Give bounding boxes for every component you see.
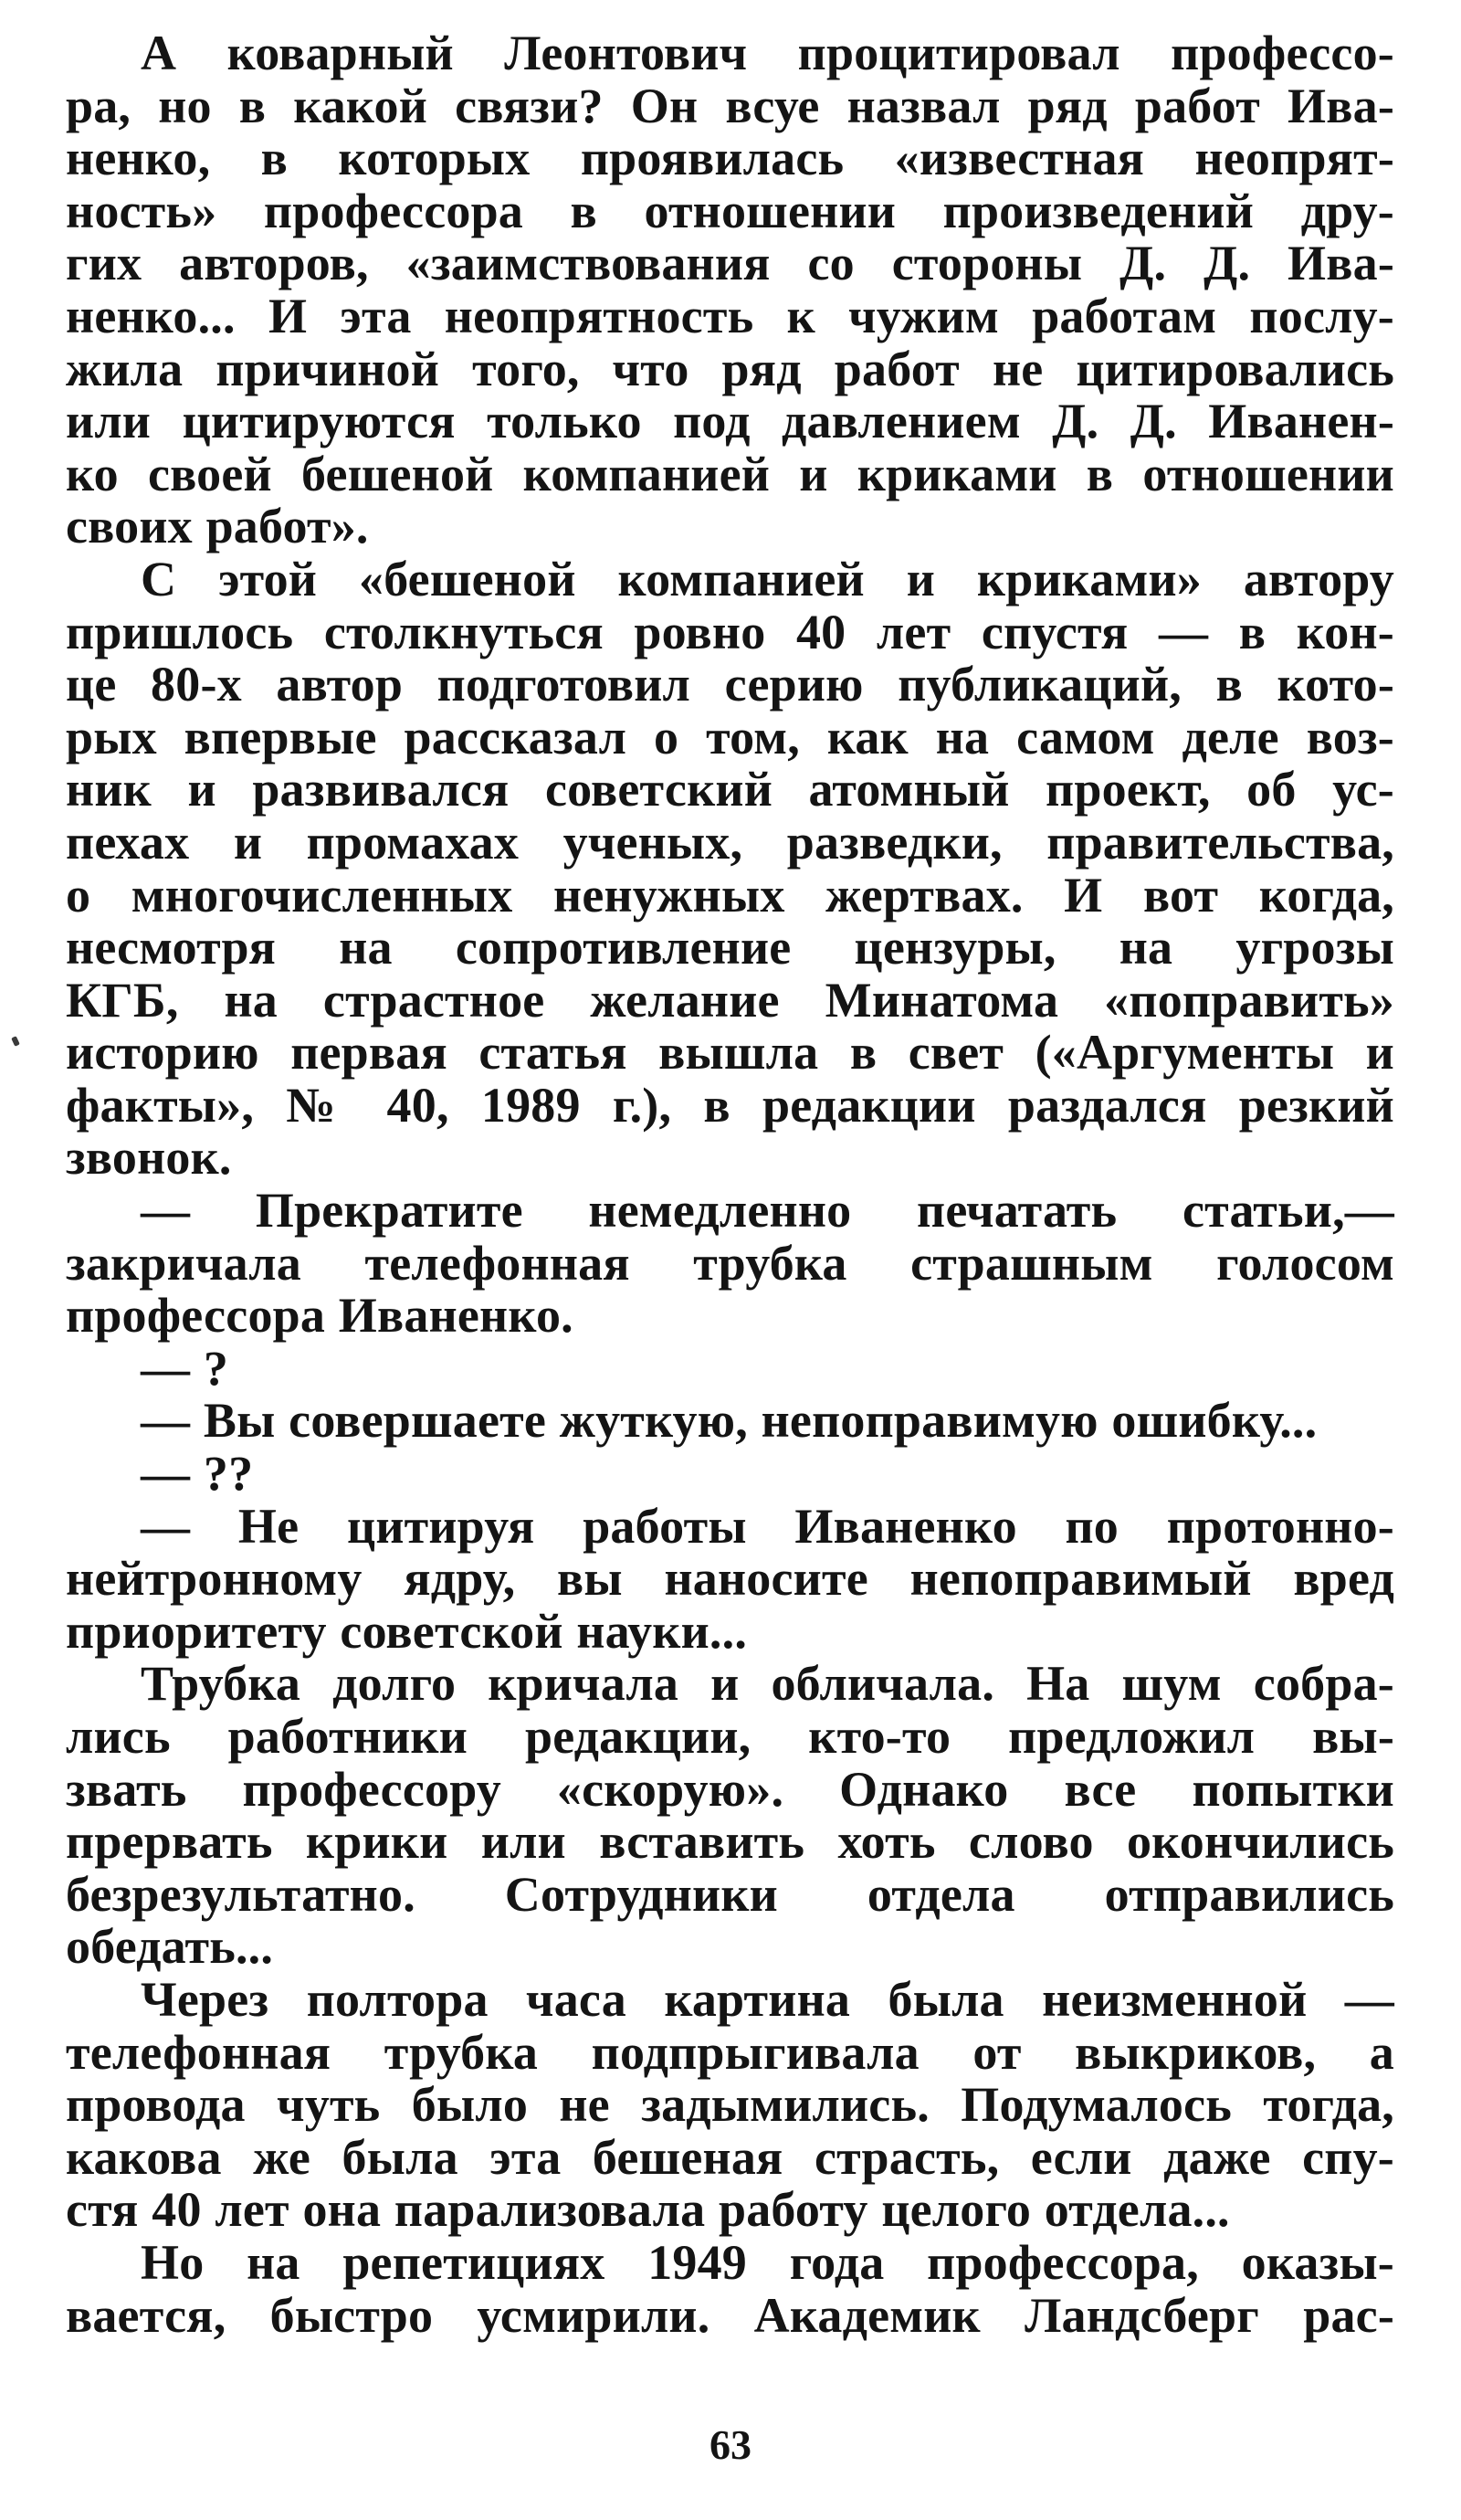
text-line: какова же была эта бешеная страсть, если даже спу-: [66, 2129, 1394, 2185]
text-line: телефонная трубка подпрыгивала от выкриков, а: [66, 2024, 1394, 2080]
margin-mark: [11, 1036, 20, 1047]
text-line: историю первая статья вышла в свет («Аргументы и: [66, 1025, 1394, 1081]
text-line: провода чуть было не задымились. Подумалось тогда,: [66, 2077, 1394, 2133]
text-line: рых впервые рассказал о том, как на самом деле воз-: [66, 709, 1394, 764]
text-line: ра, но в какой связи? Он всуе назвал ряд работ Ива-: [66, 78, 1394, 133]
text-line: своих работ».: [66, 499, 369, 554]
text-line: профессора Иваненко.: [66, 1288, 573, 1344]
text-line: С этой «бешеной компанией и криками» автору: [141, 551, 1394, 606]
text-line: — ?: [141, 1340, 229, 1396]
text-line: ненко... И эта неопрятность к чужим работам послу-: [66, 288, 1394, 343]
text-line: звать профессору «скорую». Однако все попытки: [66, 1761, 1394, 1817]
text-line: ко своей бешеной компанией и криками в отношении: [66, 446, 1394, 501]
text-line: пришлось столкнуться ровно 40 лет спустя — в кон-: [66, 604, 1394, 659]
text-line: гих авторов, «заимствования со стороны Д. Д. Ива-: [66, 236, 1394, 291]
text-line: факты», № 40, 1989 г.), в редакции раздался резкий: [66, 1077, 1394, 1133]
text-line: пехах и промахах ученых, разведки, правительства,: [66, 814, 1394, 870]
text-line: закричала телефонная трубка страшным голосом: [66, 1235, 1394, 1291]
text-line: — ??: [141, 1446, 254, 1502]
text-line: жила причиной того, что ряд работ не цитировались: [66, 341, 1394, 396]
text-line: — Вы совершаете жуткую, непоправимую ошибку...: [141, 1393, 1318, 1449]
text-column: [66, 27, 1394, 2342]
page-number: 63: [709, 2421, 752, 2468]
text-line: несмотря на сопротивление цензуры, на угрозы: [66, 920, 1394, 975]
text-line: — Не цитируя работы Иваненко по протонно-: [141, 1498, 1394, 1554]
text-line: Через полтора часа картина была неизменной —: [141, 1971, 1394, 2027]
text-line: вается, быстро усмирили. Академик Ландсберг рас-: [66, 2287, 1394, 2343]
text-line: ник и развивался советский атомный проект, об ус-: [66, 762, 1394, 817]
text-line: безрезультатно. Сотрудники отдела отправились: [66, 1866, 1394, 1922]
text-line: нейтронному ядру, вы наносите непоправимый вред: [66, 1551, 1394, 1607]
text-line: ненко, в которых проявилась «известная неопрят-: [66, 131, 1394, 186]
text-line: приоритету советской науки...: [66, 1603, 748, 1659]
text-line: Но на репетициях 1949 года профессора, оказы-: [141, 2234, 1394, 2290]
text-line: стя 40 лет она парализовала работу целого отдела...: [66, 2182, 1230, 2238]
text-line: обедать...: [66, 1919, 274, 1975]
text-line: о многочисленных ненужных жертвах. И вот когда,: [66, 867, 1394, 923]
text-line: Трубка долго кричала и обличала. На шум собра-: [141, 1656, 1394, 1712]
text-line: А коварный Леонтович процитировал профессо-: [141, 26, 1394, 80]
text-line: прервать крики или вставить хоть слово окончились: [66, 1814, 1394, 1870]
text-line: — Прекратите немедленно печатать статьи,—: [141, 1183, 1394, 1239]
text-line: КГБ, на страстное желание Минатома «поправить»: [66, 972, 1394, 1028]
text-line: или цитируются только под давлением Д. Д. Иванен-: [66, 394, 1394, 449]
text-line: лись работники редакции, кто-то предложил вы-: [66, 1709, 1394, 1764]
text-line: це 80-х автор подготовил серию публикаций, в кото-: [66, 657, 1394, 712]
text-line: звонок.: [66, 1130, 232, 1186]
text-line: ность» профессора в отношении произведений дру-: [66, 183, 1394, 238]
